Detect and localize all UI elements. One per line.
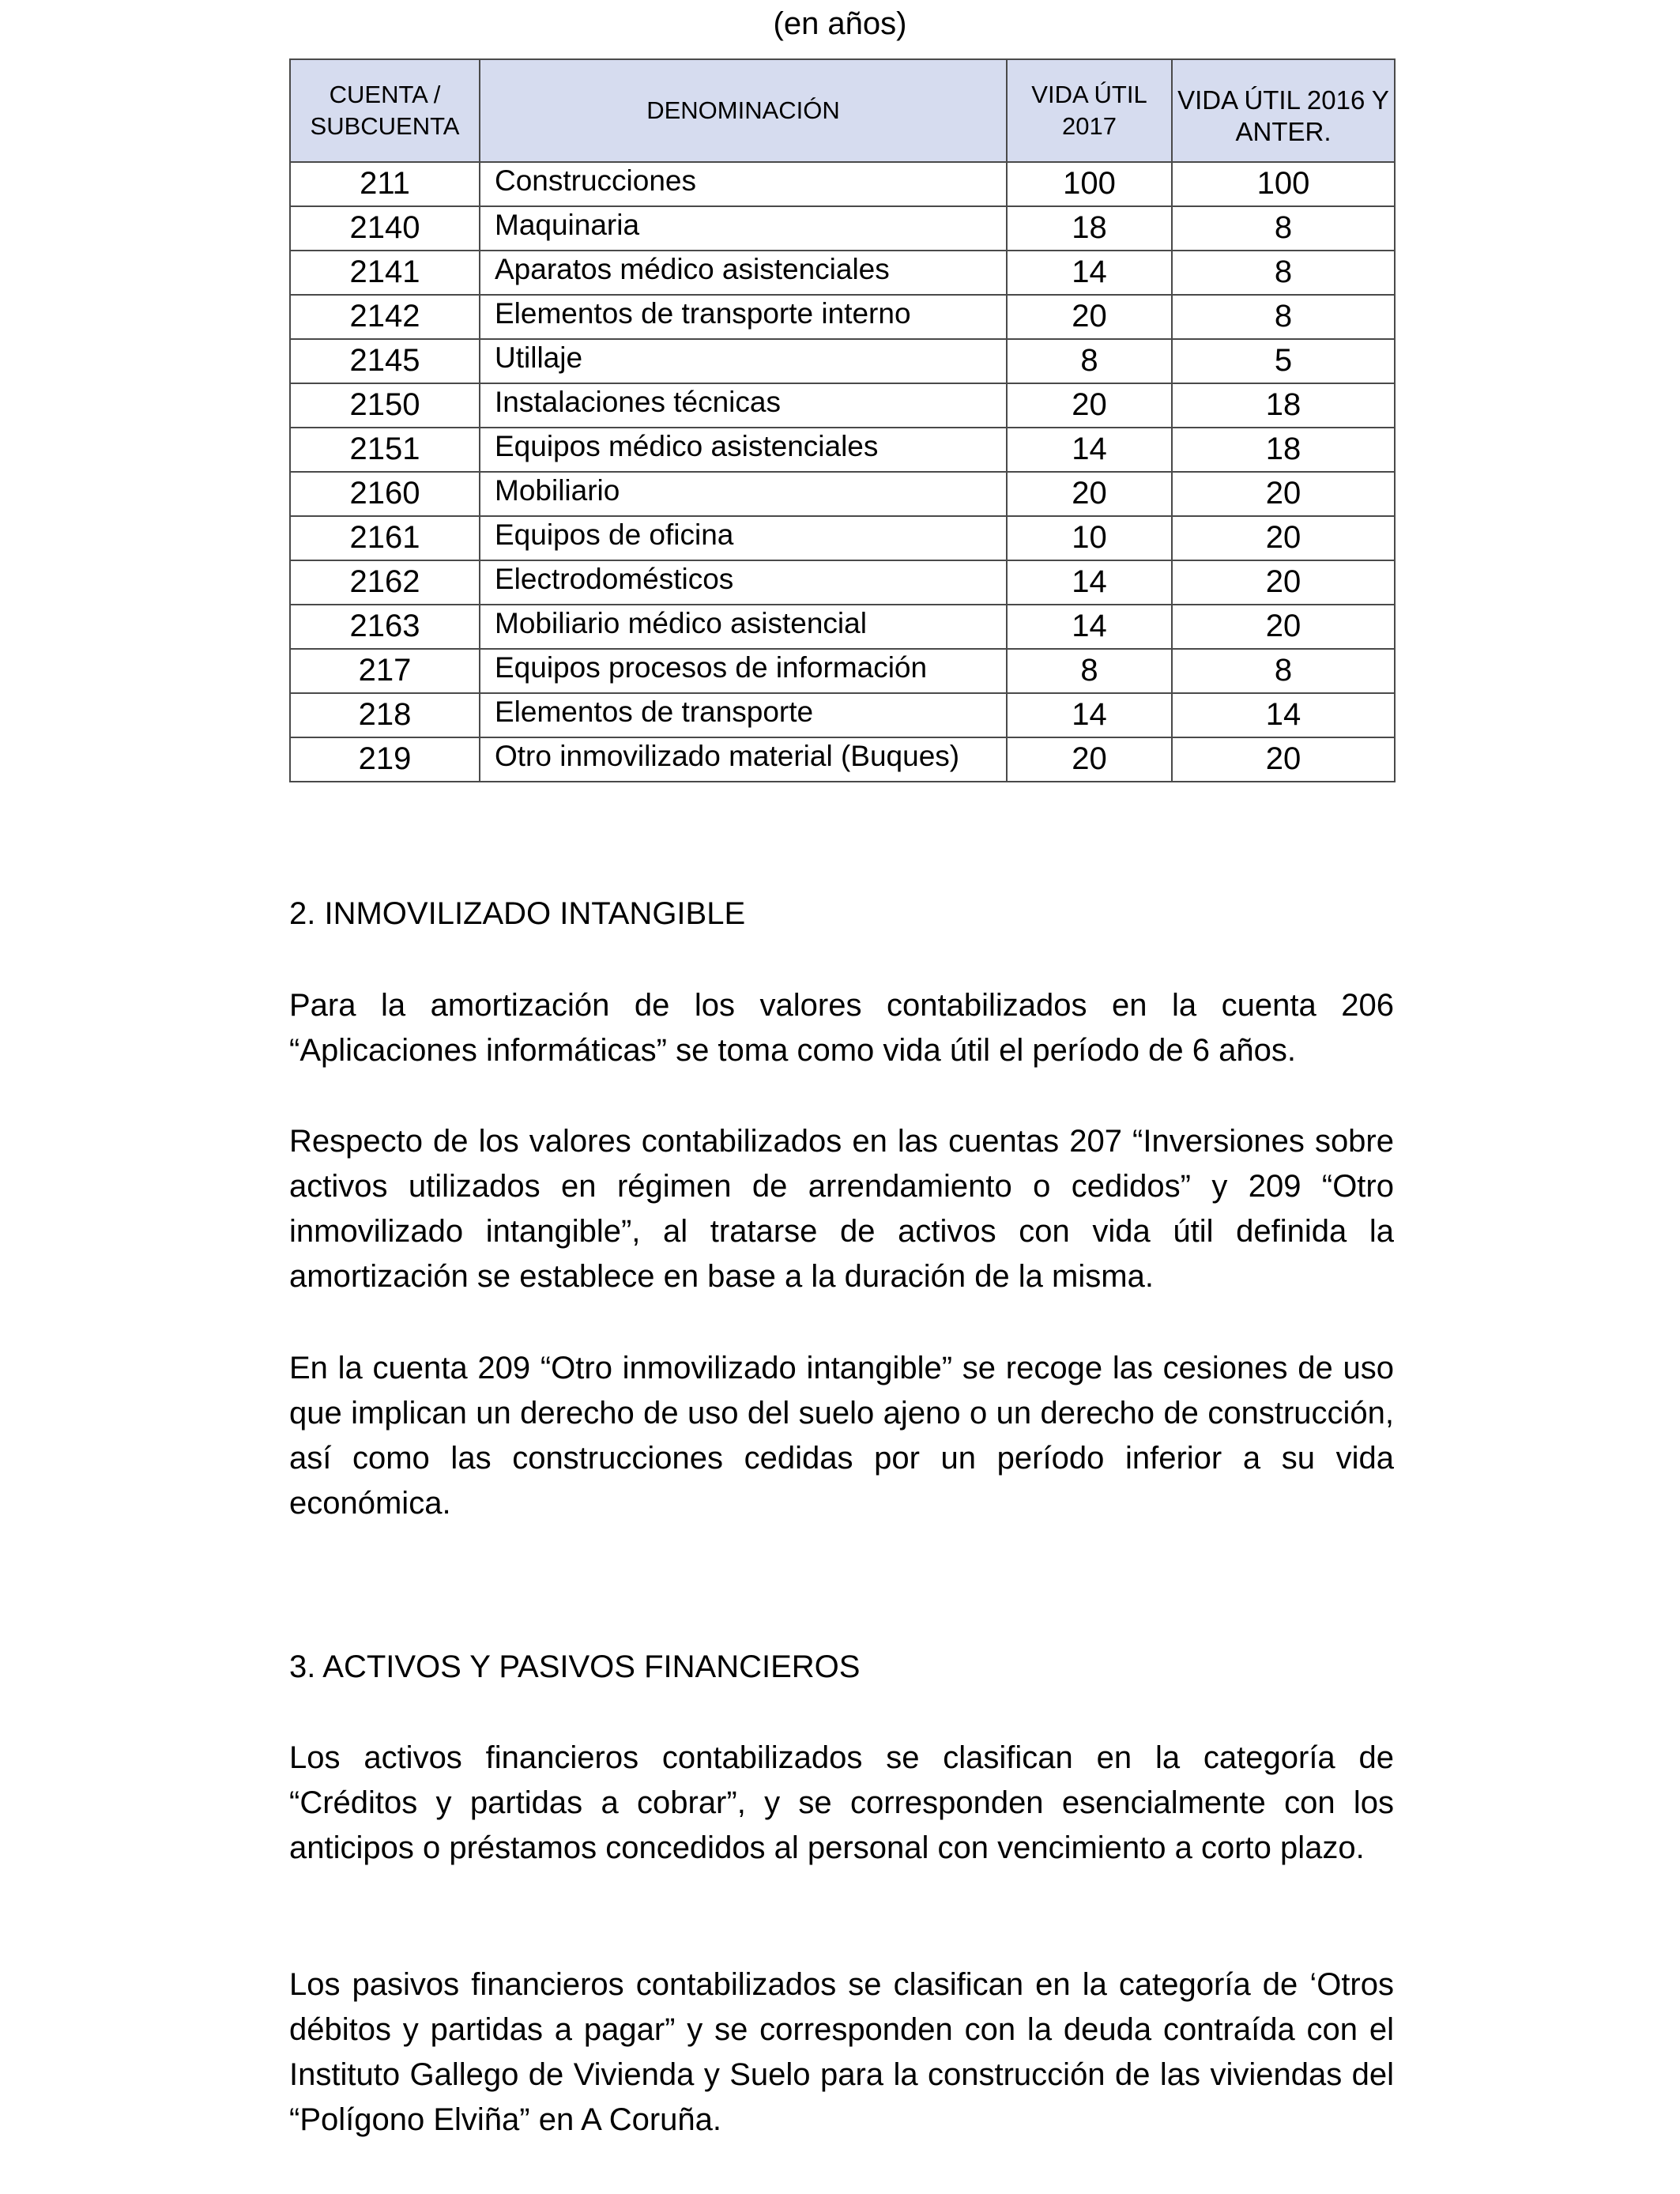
table-row (290, 206, 1395, 251)
cell-cuenta: 2160 (290, 472, 480, 516)
cell-vida-2017: 20 (1007, 295, 1172, 339)
header-denominacion: DENOMINACIÓN (480, 59, 1007, 162)
header-vida-2017: VIDA ÚTIL 2017 (1007, 59, 1172, 162)
cell-denominacion: Electrodomésticos (480, 560, 1007, 605)
cell-vida-2016: 18 (1172, 383, 1395, 428)
cell-cuenta: 2141 (290, 251, 480, 295)
table-row (290, 251, 1395, 295)
cell-vida-2016: 20 (1172, 737, 1395, 782)
cell-vida-2016: 8 (1172, 206, 1395, 251)
cell-vida-2017: 14 (1007, 251, 1172, 295)
cell-denominacion: Instalaciones técnicas (480, 383, 1007, 428)
cell-cuenta: 2142 (290, 295, 480, 339)
cell-vida-2016: 8 (1172, 649, 1395, 693)
cell-denominacion: Mobiliario médico asistencial (480, 605, 1007, 649)
table-row (290, 737, 1395, 782)
section-3-heading: 3. ACTIVOS Y PASIVOS FINANCIEROS (289, 1649, 861, 1684)
cell-vida-2017: 14 (1007, 605, 1172, 649)
table-row (290, 605, 1395, 649)
cell-denominacion: Mobiliario (480, 472, 1007, 516)
cell-cuenta: 2151 (290, 428, 480, 472)
section-2-paragraph-1: Para la amortización de los valores contabilizados en la cuenta 206 “Aplicaciones informáticas” se toma como vida útil el período de 6 años. (289, 988, 1394, 1068)
cell-vida-2017: 10 (1007, 516, 1172, 560)
cell-vida-2017: 14 (1007, 693, 1172, 737)
useful-life-table (289, 58, 1396, 782)
cell-cuenta: 211 (290, 162, 480, 206)
cell-vida-2016: 20 (1172, 605, 1395, 649)
cell-vida-2016: 14 (1172, 693, 1395, 737)
section-3-paragraph-2: Los pasivos financieros contabilizados se clasifican en la categoría de ‘Otros débitos y partidas a pagar” y se corresponden con la deuda contraída con el Instituto Gallego de Vivienda y Suelo para la construcción de las viviendas del “Polígono Elviña” en A Coruña. (289, 1967, 1394, 2137)
table-row (290, 428, 1395, 472)
cell-denominacion: Construcciones (480, 162, 1007, 206)
cell-denominacion: Equipos procesos de información (480, 649, 1007, 693)
cell-denominacion: Otro inmovilizado material (Buques) (480, 737, 1007, 782)
cell-denominacion: Elementos de transporte interno (480, 295, 1007, 339)
cell-vida-2017: 8 (1007, 339, 1172, 383)
cell-cuenta: 2162 (290, 560, 480, 605)
cell-vida-2016: 5 (1172, 339, 1395, 383)
cell-vida-2016: 20 (1172, 472, 1395, 516)
table-row (290, 693, 1395, 737)
cell-cuenta: 2140 (290, 206, 480, 251)
cell-cuenta: 2161 (290, 516, 480, 560)
cell-vida-2017: 20 (1007, 472, 1172, 516)
cell-vida-2017: 14 (1007, 428, 1172, 472)
cell-denominacion: Equipos médico asistenciales (480, 428, 1007, 472)
section-3-paragraph-1: Los activos financieros contabilizados se clasifican en la categoría de “Créditos y partidas a cobrar”, y se corresponden esencialmente con los anticipos o préstamos concedidos al personal con vencimiento a corto plazo. (289, 1740, 1394, 1865)
header-vida-2016: VIDA ÚTIL 2016 Y ANTER. (1172, 59, 1395, 162)
cell-vida-2016: 8 (1172, 251, 1395, 295)
cell-vida-2017: 100 (1007, 162, 1172, 206)
cell-vida-2017: 14 (1007, 560, 1172, 605)
table-row (290, 162, 1395, 206)
cell-vida-2016: 100 (1172, 162, 1395, 206)
table-row (290, 560, 1395, 605)
cell-cuenta: 2145 (290, 339, 480, 383)
cell-cuenta: 219 (290, 737, 480, 782)
cell-denominacion: Utillaje (480, 339, 1007, 383)
cell-vida-2016: 20 (1172, 516, 1395, 560)
cell-vida-2017: 20 (1007, 737, 1172, 782)
section-2-heading: 2. INMOVILIZADO INTANGIBLE (289, 896, 746, 931)
section-2-paragraph-2: Respecto de los valores contabilizados en las cuentas 207 “Inversiones sobre activos utilizados en régimen de arrendamiento o cedidos” y 209 “Otro inmovilizado intangible”, al tratarse de activos con vida útil definida la amortización se establece en base a la duración de la misma. (289, 1124, 1394, 1294)
cell-vida-2016: 18 (1172, 428, 1395, 472)
table-row (290, 339, 1395, 383)
cell-vida-2017: 18 (1007, 206, 1172, 251)
table-header-row (290, 59, 1395, 162)
cell-cuenta: 217 (290, 649, 480, 693)
table-row (290, 649, 1395, 693)
cell-vida-2016: 20 (1172, 560, 1395, 605)
header-cuenta: CUENTA / SUBCUENTA (290, 59, 480, 162)
table-row (290, 295, 1395, 339)
table-row (290, 516, 1395, 560)
cell-denominacion: Maquinaria (480, 206, 1007, 251)
table-body (290, 162, 1395, 782)
table-row (290, 472, 1395, 516)
table-row (290, 383, 1395, 428)
cell-denominacion: Elementos de transporte (480, 693, 1007, 737)
cell-denominacion: Equipos de oficina (480, 516, 1007, 560)
cell-vida-2017: 20 (1007, 383, 1172, 428)
cell-cuenta: 2150 (290, 383, 480, 428)
cell-denominacion: Aparatos médico asistenciales (480, 251, 1007, 295)
cell-vida-2017: 8 (1007, 649, 1172, 693)
section-2-paragraph-3: En la cuenta 209 “Otro inmovilizado intangible” se recoge las cesiones de uso que implican un derecho de uso del suelo ajeno o un derecho de construcción, así como las construcciones cedidas por un período inferior a su vida económica. (289, 1351, 1394, 1521)
cell-vida-2016: 8 (1172, 295, 1395, 339)
cell-cuenta: 2163 (290, 605, 480, 649)
cell-cuenta: 218 (290, 693, 480, 737)
table-caption: (en años) (773, 6, 907, 41)
